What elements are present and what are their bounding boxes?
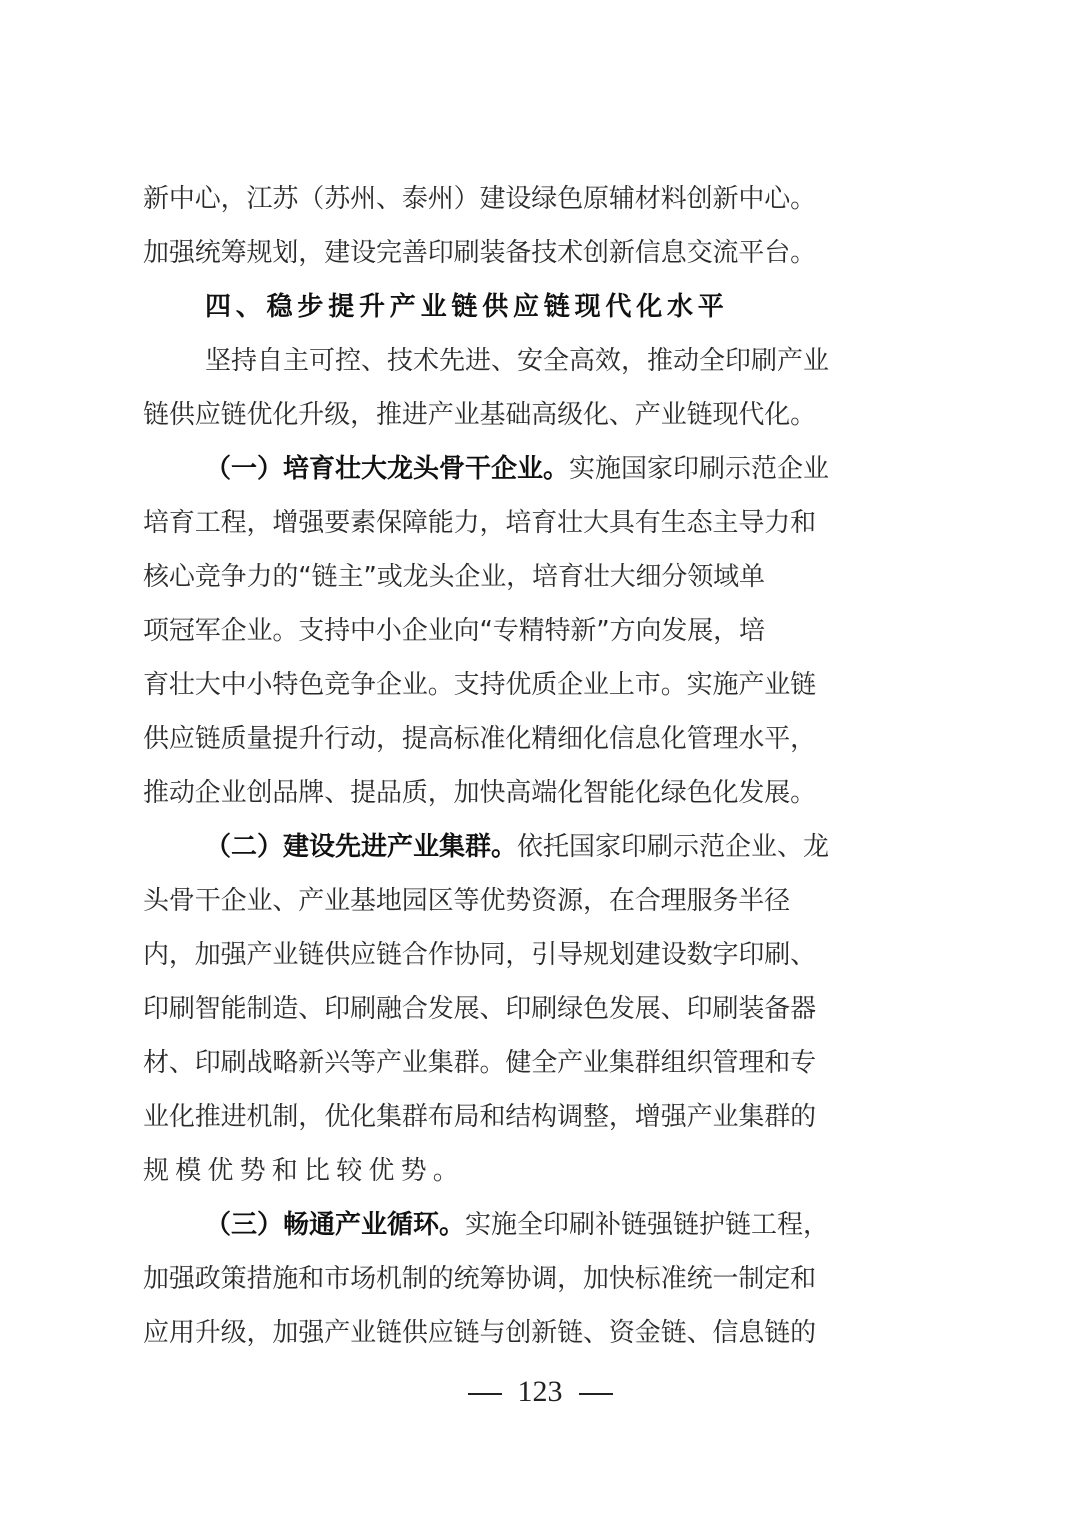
paragraph-line <box>143 940 943 970</box>
dash-left <box>468 1393 502 1395</box>
body-text: 加强统筹规划，建设完善印刷装备技术创新信息交流平台。 <box>143 238 817 268</box>
body-text: 链供应链优化升级，推进产业基础高级化、产业链现代化。 <box>143 400 817 430</box>
body-text: 培育工程，增强要素保障能力，培育壮大具有生态主导力和 <box>143 508 817 538</box>
paragraph-line <box>143 1264 943 1294</box>
body-text: 应用升级，加强产业链供应链与创新链、资金链、信息链的 <box>143 1318 817 1348</box>
paragraph-line <box>143 1102 943 1132</box>
body-text: 材、印刷战略新兴等产业集群。健全产业集群组织管理和专 <box>143 1048 817 1078</box>
body-text: 内，加强产业链供应链合作协同，引导规划建设数字印刷、 <box>143 940 817 970</box>
body-text: 印刷智能制造、印刷融合发展、印刷绿色发展、印刷装备器 <box>143 994 817 1024</box>
body-text: 坚持自主可控、技术先进、安全高效，推动全印刷产业 <box>205 346 830 376</box>
paragraph-line <box>205 346 1005 376</box>
subsection-title: （二）建设先进产业集群。 <box>205 832 518 862</box>
body-text: 加强政策措施和市场机制的统筹协调，加快标准统一制定和 <box>143 1264 817 1294</box>
page-number: 123 <box>517 1375 563 1408</box>
page-number-footer <box>0 1375 1080 1409</box>
paragraph-line <box>143 238 943 268</box>
body-text: 项冠军企业。支持中小企业向“专精特新”方向发展，培 <box>143 616 765 646</box>
paragraph-line <box>143 1048 943 1078</box>
paragraph-line <box>143 1156 943 1186</box>
subsection-title: （一）培育壮大龙头骨干企业。 <box>205 454 570 484</box>
section-heading <box>205 292 1005 322</box>
paragraph-line <box>143 994 943 1024</box>
paragraph-line <box>143 670 943 700</box>
paragraph-line <box>143 562 943 592</box>
paragraph-line <box>143 778 943 808</box>
paragraph-line <box>143 1318 943 1348</box>
paragraph-line <box>205 832 1005 862</box>
paragraph-line <box>143 616 943 646</box>
body-text: 规模优势和比较优势。 <box>143 1156 466 1186</box>
dash-right <box>579 1393 613 1395</box>
body-text: 实施全印刷补链强链护链工程， <box>465 1210 830 1240</box>
paragraph-line <box>143 400 943 430</box>
body-text: 业化推进机制，优化集群布局和结构调整，增强产业集群的 <box>143 1102 817 1132</box>
body-text: 育壮大中小特色竞争企业。支持优质企业上市。实施产业链 <box>143 670 817 700</box>
subsection-title: 四、稳步提升产业链供应链现代化水平 <box>205 292 729 322</box>
paragraph-line <box>143 508 943 538</box>
paragraph-line <box>143 886 943 916</box>
paragraph-line <box>143 184 943 214</box>
body-text: 实施国家印刷示范企业 <box>569 454 830 484</box>
body-text: 依托国家印刷示范企业、龙 <box>517 832 830 862</box>
paragraph-line <box>205 1210 1005 1240</box>
body-text: 核心竞争力的“链主”或龙头企业，培育壮大细分领域单 <box>143 562 765 592</box>
body-text: 供应链质量提升行动，提高标准化精细化信息化管理水平， <box>143 724 817 754</box>
body-text: 头骨干企业、产业基地园区等优势资源，在合理服务半径 <box>143 886 791 916</box>
body-text: 推动企业创品牌、提品质，加快高端化智能化绿色化发展。 <box>143 778 817 808</box>
body-text: 新中心，江苏（苏州、泰州）建设绿色原辅材料创新中心。 <box>143 184 817 214</box>
paragraph-line <box>143 724 943 754</box>
subsection-title: （三）畅通产业循环。 <box>205 1210 466 1240</box>
paragraph-line <box>205 454 1005 484</box>
